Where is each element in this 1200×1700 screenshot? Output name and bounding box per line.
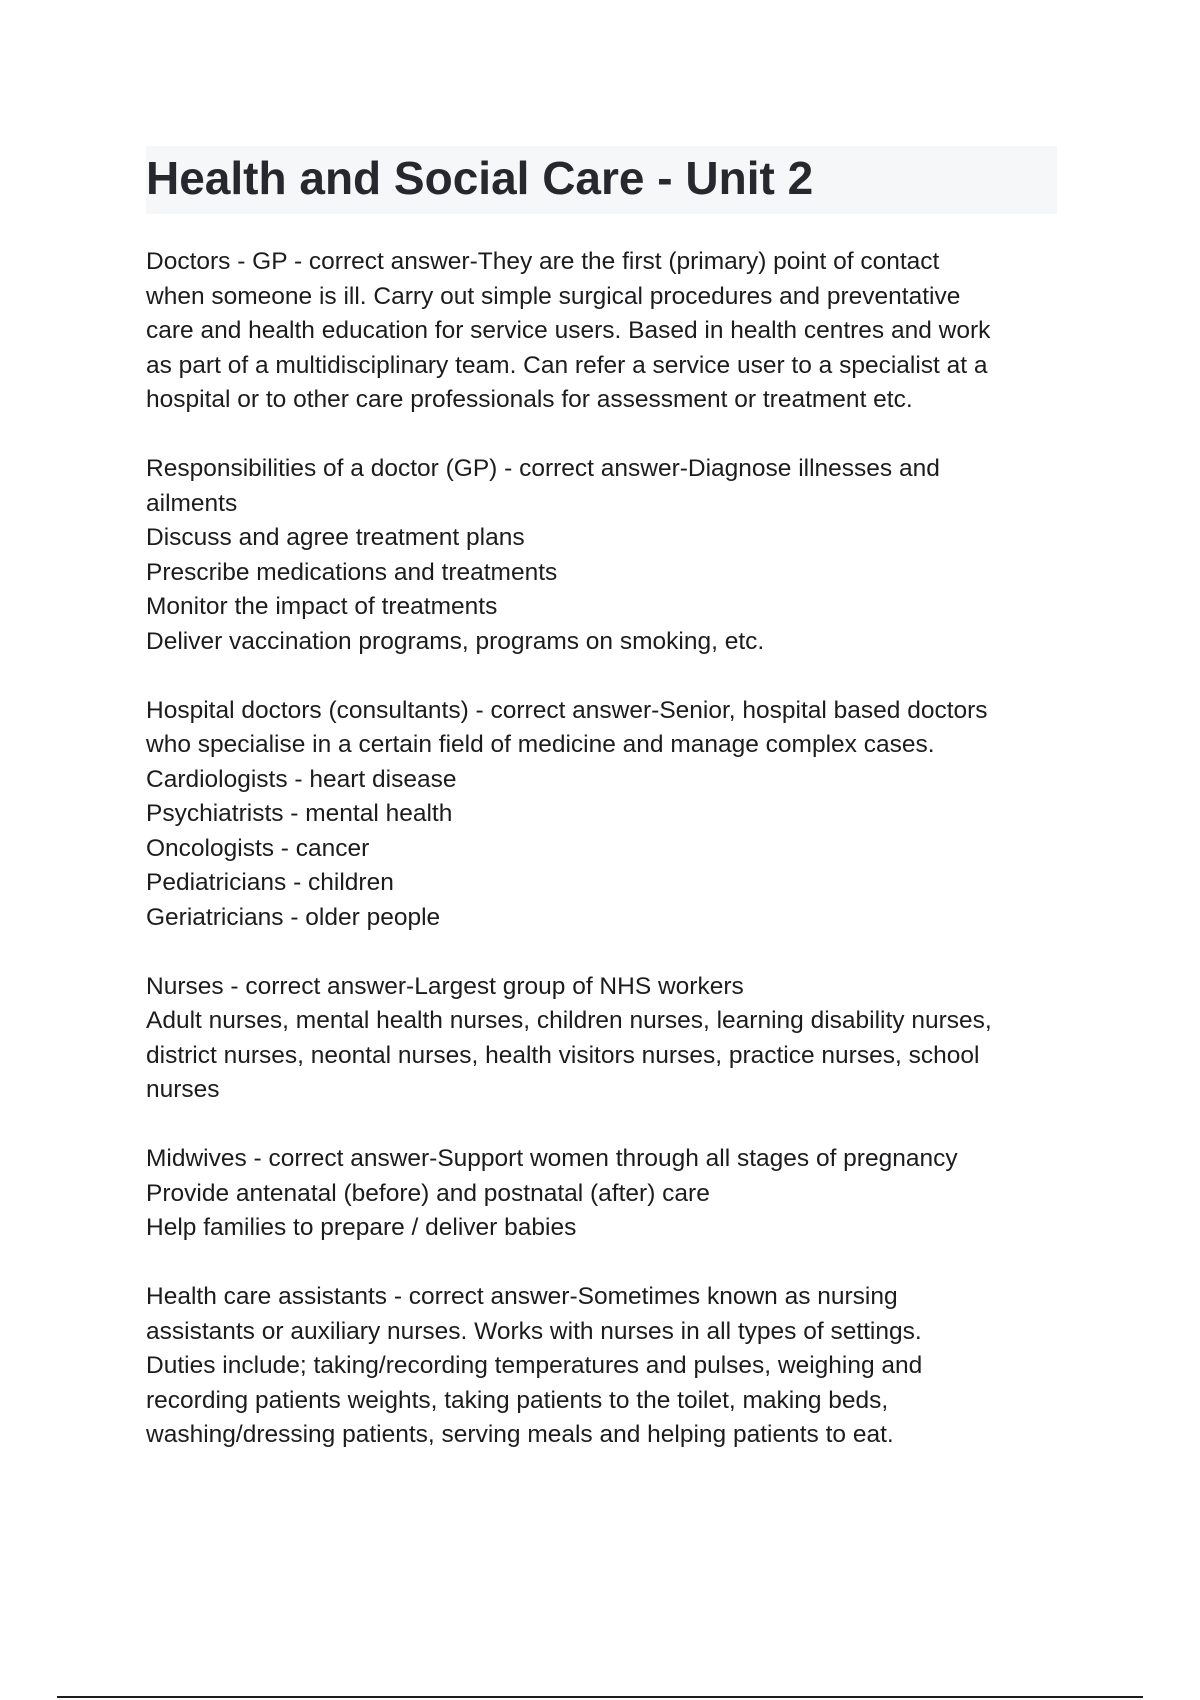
entry-line: Cardiologists - heart disease (146, 765, 457, 793)
entry-doctors-gp (146, 245, 1066, 418)
entry-line: Prescribe medications and treatments (146, 558, 558, 586)
entry-line: Psychiatrists - mental health (146, 800, 453, 827)
entry-line: Nurses - correct answer-Largest group of NHS workers (146, 972, 744, 1000)
entry-hospital-doctors (146, 694, 1066, 936)
entry-health-care-assistants (146, 1280, 1066, 1453)
title-banner (146, 146, 1057, 214)
entry-line: Responsibilities of a doctor (GP) - correct answer-Diagnose illnesses and (146, 455, 940, 482)
entry-line: Pediatricians - children (146, 869, 394, 896)
entry-line: when someone is ill. Carry out simple surgical procedures and preventative (146, 282, 961, 310)
footer-divider (57, 1696, 1143, 1698)
entry-line: Discuss and agree treatment plans (146, 524, 525, 551)
entry-line: nurses (146, 1076, 220, 1103)
entry-line: Deliver vaccination programs, programs on smoking, etc. (146, 627, 765, 655)
entry-line: Health care assistants - correct answer-Sometimes known as nursing (146, 1283, 898, 1310)
entry-line: who specialise in a certain field of medicine and manage complex cases. (146, 731, 935, 758)
entry-line: as part of a multidisciplinary team. Can refer a service user to a specialist at a (146, 351, 988, 379)
entry-midwives (146, 1142, 1066, 1246)
entry-line: care and health education for service users. Based in health centres and work (146, 317, 991, 344)
entry-line: Monitor the impact of treatments (146, 593, 498, 620)
entry-gp-responsibilities (146, 452, 1066, 659)
entry-line: Doctors - GP - correct answer-They are the first (primary) point of contact (146, 248, 940, 275)
document-body (146, 245, 1066, 1487)
entry-line: district nurses, neontal nurses, health visitors nurses, practice nurses, school (146, 1041, 980, 1069)
entry-line: Midwives - correct answer-Support women through all stages of pregnancy (146, 1145, 958, 1172)
entry-line: Oncologists - cancer (146, 834, 370, 862)
entry-line: washing/dressing patients, serving meals and helping patients to eat. (146, 1421, 894, 1448)
entry-line: Hospital doctors (consultants) - correct answer-Senior, hospital based doctors (146, 696, 988, 724)
page-title: Health and Social Care - Unit 2 (146, 152, 814, 204)
entry-line: Provide antenatal (before) and postnatal (after) care (146, 1179, 710, 1207)
entry-line: Help families to prepare / deliver babies (146, 1214, 577, 1241)
entry-nurses (146, 970, 1066, 1108)
entry-line: hospital or to other care professionals for assessment or treatment etc. (146, 386, 913, 413)
entry-line: recording patients weights, taking patients to the toilet, making beds, (146, 1386, 889, 1414)
entry-line: Geriatricians - older people (146, 903, 441, 931)
entry-line: Adult nurses, mental health nurses, children nurses, learning disability nurses, (146, 1007, 992, 1034)
entry-line: assistants or auxiliary nurses. Works with nurses in all types of settings. (146, 1317, 922, 1345)
entry-line: ailments (146, 489, 238, 517)
entry-line: Duties include; taking/recording temperatures and pulses, weighing and (146, 1352, 923, 1379)
